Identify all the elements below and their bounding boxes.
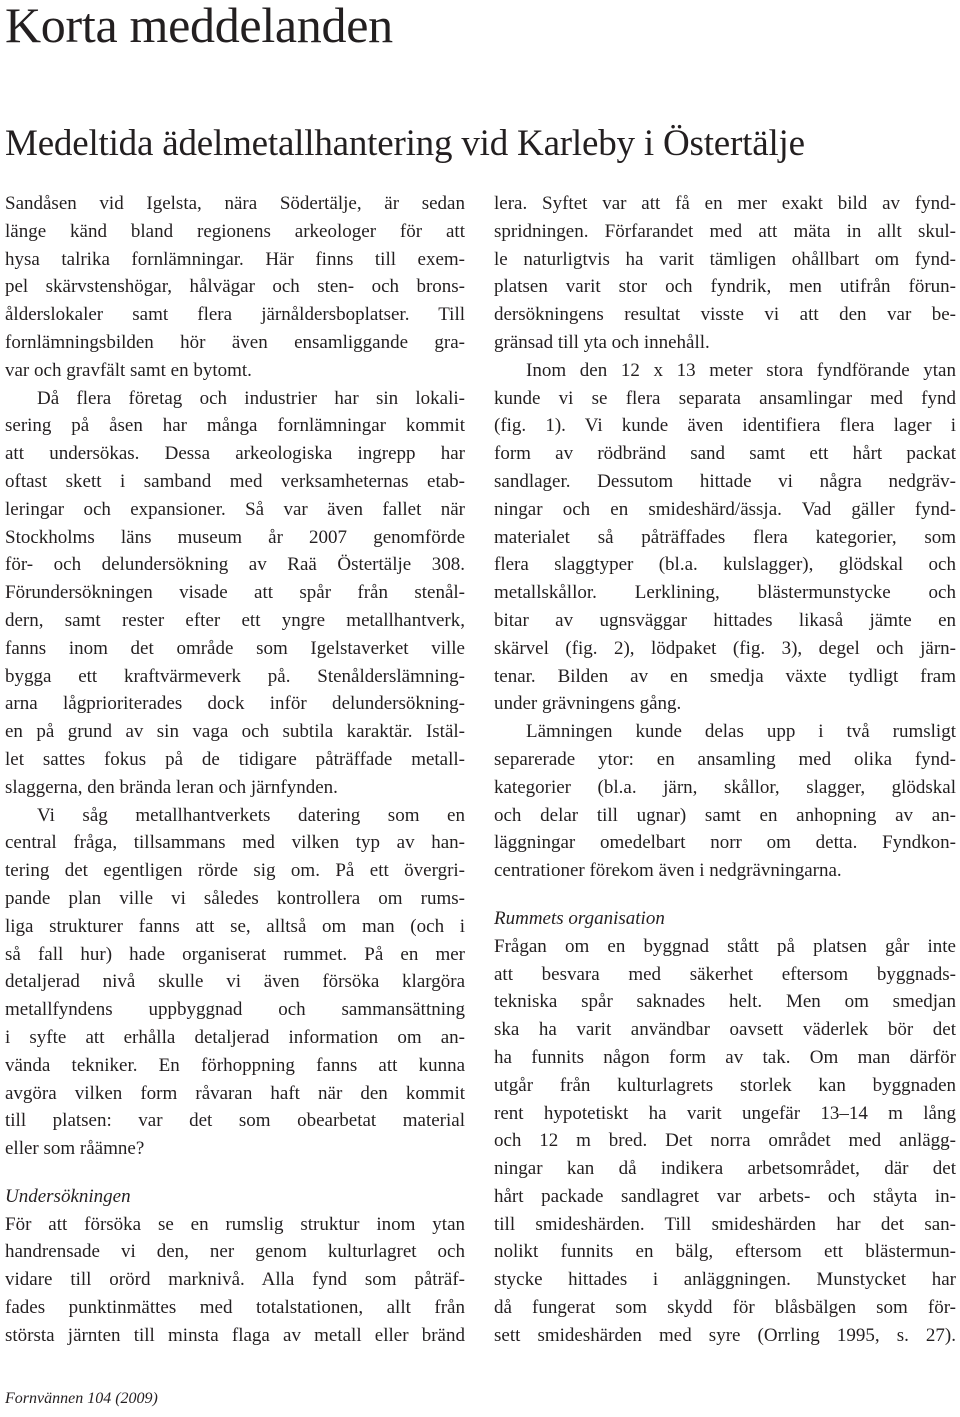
text-line: Inom den 12 x 13 meter stora fyndförande ytan — [526, 359, 956, 381]
text-line: vidare till orörd marknivå. Alla fynd som påträf- — [5, 1269, 465, 1291]
text-line: bygga ett kraftvärmeverk på. Stenålderslämning- — [5, 665, 465, 687]
text-line: största järnten till minsta flaga av metall eller bränd — [5, 1324, 465, 1346]
text-line: platsen varit stor och fyndrik, men utifrån förun- — [494, 276, 956, 298]
text-line: ha funnits någon form av tak. Om man därför — [494, 1046, 956, 1068]
text-line: spridningen. Förfarandet med att mäta in allt skul- — [494, 220, 956, 242]
subheading: Undersökningen — [5, 1185, 131, 1207]
text-line: i syfte att erhålla detaljerad information om an- — [5, 1026, 465, 1048]
text-line: fornlämningsbilden hör även ensamliggande gra- — [5, 331, 465, 353]
text-line: att undersökas. Dessa arkeologiska ingrepp har — [5, 443, 465, 465]
text-line: länge känd bland regionens arkeologer för att — [5, 220, 465, 242]
text-line: till smideshärden. Till smideshärden har det san- — [494, 1213, 956, 1235]
text-line: utgår från kulturlagrets storlek kan byggnaden — [494, 1074, 956, 1096]
text-line: ningar och en smideshärd/ässja. Vad gäller fynd- — [494, 498, 956, 520]
text-line: och delar till ugnar) samt en anhopning av an- — [494, 804, 956, 826]
text-line: leringar och expansioner. Så var även fallet när — [5, 498, 465, 520]
text-line: då fungerat som skydd för blåsbälgen som för- — [494, 1297, 956, 1319]
text-line: sering på åsen har många fornlämningar kommit — [5, 415, 465, 437]
text-line: till platsen: var det som obearbetat material — [5, 1110, 465, 1132]
text-line: bitar av ugnsväggar hittades likaså jämte en — [494, 609, 956, 631]
text-line: centrationer förekom även i nedgrävningarna. — [494, 860, 842, 882]
text-line: handrensade vi den, ner genom kulturlagret och — [5, 1241, 465, 1263]
left-column — [5, 190, 465, 1350]
text-line: Förundersökningen visade att spår från stenål- — [5, 582, 465, 604]
text-line: form av rödbränd sand samt ett hårt packat — [494, 443, 956, 465]
text-line: ålderslokaler samt flera järnåldersboplatser. Till — [5, 304, 465, 326]
text-line: dersökningens resultat visste vi att den var be- — [494, 304, 956, 326]
text-line: let sattes fokus på de tidigare påträffade metall- — [5, 748, 465, 770]
text-line: avgöra vilken form råvaran haft när den kommit — [5, 1082, 465, 1104]
text-line: Lämningen kunde delas upp i två rumsligt — [526, 721, 956, 743]
text-line: vända tekniker. En förhoppning fanns att kunna — [5, 1054, 465, 1076]
text-line: Frågan om en byggnad stått på platsen går inte — [494, 935, 956, 957]
text-line: så fall hur) hade organiserat rummet. På en mer — [5, 943, 465, 965]
text-line: metallfyndens uppbyggnad och sammansättning — [5, 999, 465, 1021]
subheading: Rummets organisation — [494, 907, 665, 929]
text-line: liga strukturer fanns att se, alltså om man (och i — [5, 915, 465, 937]
text-line: Då flera företag och industrier har sin lokali- — [37, 387, 465, 409]
text-line: tering det egentligen rörde sig om. På ett övergri- — [5, 860, 465, 882]
text-line: stycke hittades i anläggningen. Munstycket har — [494, 1269, 956, 1291]
text-line: kunde vi se flera separata ansamlingar med fynd — [494, 387, 956, 409]
text-line: le naturligtvis ha varit tämligen ohållbart om fynd- — [494, 248, 956, 270]
text-line: hårt packade sandlagret var arbets- och ståyta in- — [494, 1185, 956, 1207]
text-line: flera slaggtyper (bl.a. kulslagger), glödskal och — [494, 554, 956, 576]
text-line: separerade ytor: en ansamling med olika fynd- — [494, 748, 956, 770]
text-line: skärvel (fig. 2), lödpaket (fig. 3), degel och järn- — [494, 637, 956, 659]
article-title: Medeltida ädelmetallhantering vid Karleby i Östertälje — [5, 123, 805, 164]
text-line: (fig. 1). Vi kunde även identifiera flera lager i — [494, 415, 956, 437]
text-line: dern, samt rester efter ett yngre metallhantverk, — [5, 609, 465, 631]
text-line: ska ha varit användbar oavsett väderlek bör det — [494, 1019, 956, 1041]
text-line: nolikt funnits en bälg, eftersom ett blästermun- — [494, 1241, 956, 1263]
text-line: ningar kan då indikera arbetsområdet, där det — [494, 1158, 956, 1180]
text-line: metallskållor. Lerklining, blästermunstycke och — [494, 582, 956, 604]
text-line: pel skärvstenshögar, hålvägar och sten- och brons- — [5, 276, 465, 298]
text-line: att besvara med säkerhet eftersom byggnads- — [494, 963, 956, 985]
text-line: materialet så påträffades flera kategorier, som — [494, 526, 956, 548]
text-line: central fråga, tillsammans med vilken typ av han- — [5, 832, 465, 854]
text-line: lera. Syftet var att få en mer exakt bild av fynd- — [494, 193, 956, 214]
text-line: Vi såg metallhantverkets datering som en — [37, 804, 465, 826]
text-line: Sandåsen vid Igelsta, nära Södertälje, är sedan — [5, 193, 465, 214]
text-line: en på grund av sin vaga och subtila karaktär. Istäl- — [5, 721, 465, 743]
text-line: slaggerna, den brända leran och järnfynden. — [5, 776, 338, 798]
text-line: pande plan ville vi således kontrollera om rums- — [5, 887, 465, 909]
right-column — [494, 190, 956, 1350]
text-line: gränsad till yta och innehåll. — [494, 331, 710, 353]
journal-footer: Fornvännen 104 (2009) — [5, 1390, 158, 1407]
text-line: sett smideshärden med syre (Orrling 1995, s. 27). — [494, 1324, 956, 1346]
text-line: för- och delundersökning av Raä Östertälje 308. — [5, 554, 465, 576]
text-line: Stockholms läns museum år 2007 genomförde — [5, 526, 465, 548]
text-line: arna lågprioriterades dock inför delundersökning- — [5, 693, 465, 715]
text-line: kategorier (bl.a. järn, skållor, slagger, glödskal — [494, 776, 956, 798]
text-line: hysa talrika fornlämningar. Här finns till exem- — [5, 248, 465, 270]
section-title: Korta meddelanden — [5, 0, 393, 53]
text-line: oftast skett i samband med verksamheternas etab- — [5, 470, 465, 492]
text-line: fanns inom det område som Igelstaverket ville — [5, 637, 465, 659]
text-line: detaljerad nivå skulle vi även försöka klargöra — [5, 971, 465, 993]
text-line: tekniska spår saknades helt. Men om smedjan — [494, 991, 956, 1013]
text-line: läggningar omedelbart norr om detta. Fyndkon- — [494, 832, 956, 854]
text-line: För att försöka se en rumslig struktur inom ytan — [5, 1213, 465, 1235]
text-line: under grävningens gång. — [494, 693, 682, 715]
text-line: var och gravfält samt en bytomt. — [5, 359, 252, 381]
text-line: tenar. Bilden av en smedja växte tydligt fram — [494, 665, 956, 687]
text-line: eller som råämne? — [5, 1138, 145, 1160]
text-line: och 12 m bred. Det norra området med anlägg- — [494, 1130, 956, 1152]
text-line: rent hypotetiskt ha varit ungefär 13–14 m lång — [494, 1102, 956, 1124]
text-line: fades punktinmättes med totalstationen, allt från — [5, 1297, 465, 1319]
text-line: sandlager. Dessutom hittade vi några nedgräv- — [494, 470, 956, 492]
